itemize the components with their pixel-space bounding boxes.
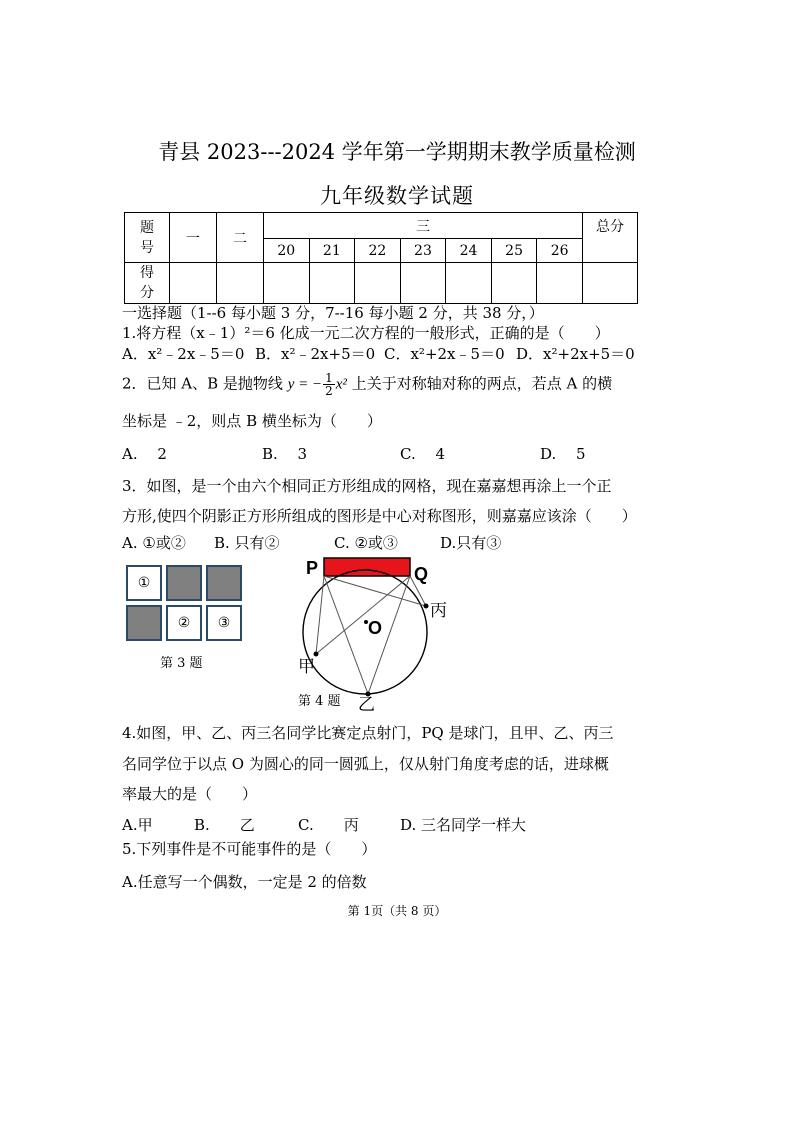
label-q: Q (414, 564, 429, 584)
score-cell[interactable] (491, 263, 537, 304)
q3-option-a: A. ①或② (122, 534, 186, 552)
score-cell[interactable] (583, 263, 638, 304)
point-bing (424, 604, 429, 609)
goal-pq-rect (324, 558, 410, 576)
score-cell[interactable] (537, 263, 583, 304)
q3-stem-line2: 方形,使四个阴影正方形所组成的图形是中心对称图形，则嘉嘉应该涂（ ） (122, 507, 637, 525)
q4-stem-line2: 名同学位于以点 O 为圆心的同一圆弧上，仅从射门角度考虑的话，进球概 (122, 755, 609, 773)
q4-stem-line3: 率最大的是（ ） (122, 785, 258, 803)
q4-caption: 第 4 题 (298, 694, 341, 709)
score-table (124, 212, 638, 304)
q4-stem-line1: 4.如图，甲、乙、丙三名同学比赛定点射门，PQ 是球门，且甲、乙、丙三 (122, 724, 614, 742)
q3-option-d: D.只有③ (440, 534, 502, 552)
grid-cell-shaded (166, 565, 202, 601)
score-cell[interactable] (446, 263, 492, 304)
q2-option-b: B. 3 (262, 445, 308, 463)
section-3-header: 三 (264, 213, 583, 239)
label-p: P (306, 558, 319, 578)
line-yi-p (324, 576, 368, 694)
q5-option-a: A.任意写一个偶数，一定是 2 的倍数 (122, 873, 367, 891)
score-row-header: 得 分 (125, 263, 170, 304)
grid-cell-2: ② (166, 605, 202, 641)
score-cell[interactable] (217, 263, 264, 304)
q4-option-c: C. 丙 (298, 816, 359, 834)
grid-cell-shaded (126, 605, 162, 641)
grid-cell-1: ① (126, 565, 162, 601)
section-2-header: 二 (217, 213, 264, 263)
q3-stem-line1: 3．如图，是一个由六个相同正方形组成的网格，现在嘉嘉想再涂上一个正 (122, 477, 612, 495)
q3-option-c: C. ②或③ (334, 534, 398, 552)
page-footer: 第 1页（共 8 页） (347, 904, 447, 918)
label-o: O (368, 618, 383, 638)
q2-equation-lhs: y = − (287, 376, 323, 393)
q2-stem-line1: 2．已知 A、B 是抛物线 y = − $\frac{1}{2}$ x² 上关于对称轴对称的两点，若点 A 的横 (122, 371, 613, 398)
q-number: 20 (264, 239, 310, 263)
q4-circle-figure (296, 552, 466, 712)
q2-stem-line2: 坐标是 ﹣2，则点 B 横坐标为（ ） (122, 412, 382, 430)
q-number: 22 (355, 239, 401, 263)
q1-option-a: A．x²﹣2x﹣5＝0 (122, 345, 245, 363)
circle-arc (303, 570, 427, 694)
exam-subtitle: 九年级数学试题 (320, 184, 474, 208)
q2-option-d: D. 5 (540, 445, 586, 463)
q1-option-b: B．x²﹣2x+5＝0 (255, 345, 376, 363)
score-cell[interactable] (170, 263, 217, 304)
grid-cell-3: ③ (206, 605, 242, 641)
q1-option-d: D．x²+2x+5＝0 (516, 345, 635, 363)
q2-option-c: C. 4 (400, 445, 446, 463)
q-number: 25 (491, 239, 537, 263)
q4-option-a: A.甲 (122, 816, 153, 834)
section-1-header: 一 (170, 213, 217, 263)
question-number-header: 题 号 (125, 213, 170, 263)
q3-caption: 第 3 题 (160, 656, 203, 671)
q5-stem: 5.下列事件是不可能事件的是（ ） (122, 840, 377, 858)
label-jia: 甲 (298, 657, 315, 677)
line-jia-p (316, 576, 324, 654)
point-jia (314, 652, 319, 657)
score-cell[interactable] (309, 263, 355, 304)
q1-stem: 1.将方程（x﹣1）²＝6 化成一元二次方程的一般形式，正确的是（ ） (122, 324, 610, 342)
q2-equation-rhs: x² (335, 376, 347, 393)
exam-title: 青县 2023---2024 学年第一学期期末教学质量检测 (158, 140, 636, 164)
total-header: 总分 (583, 213, 638, 263)
q4-option-d: D. 三名同学一样大 (400, 816, 527, 834)
q-number: 23 (400, 239, 446, 263)
label-bing: 丙 (430, 601, 447, 621)
q3-option-b: B. 只有② (214, 534, 280, 552)
q4-option-b: B. 乙 (194, 816, 255, 834)
q2-option-a: A. 2 (122, 445, 167, 463)
label-yi: 乙 (358, 695, 375, 712)
q2-fraction: $\frac{1}{2}$ (325, 371, 333, 398)
q-number: 21 (309, 239, 355, 263)
grid-cell-shaded (206, 565, 242, 601)
score-cell[interactable] (355, 263, 401, 304)
q1-option-c: C．x²+2x﹣5＝0 (384, 345, 505, 363)
q-number: 24 (446, 239, 492, 263)
score-cell[interactable] (264, 263, 310, 304)
q-number: 26 (537, 239, 583, 263)
section-heading: 一选择题（1--6 每小题 3 分，7--16 每小题 2 分，共 38 分，） (122, 304, 544, 322)
score-cell[interactable] (400, 263, 446, 304)
